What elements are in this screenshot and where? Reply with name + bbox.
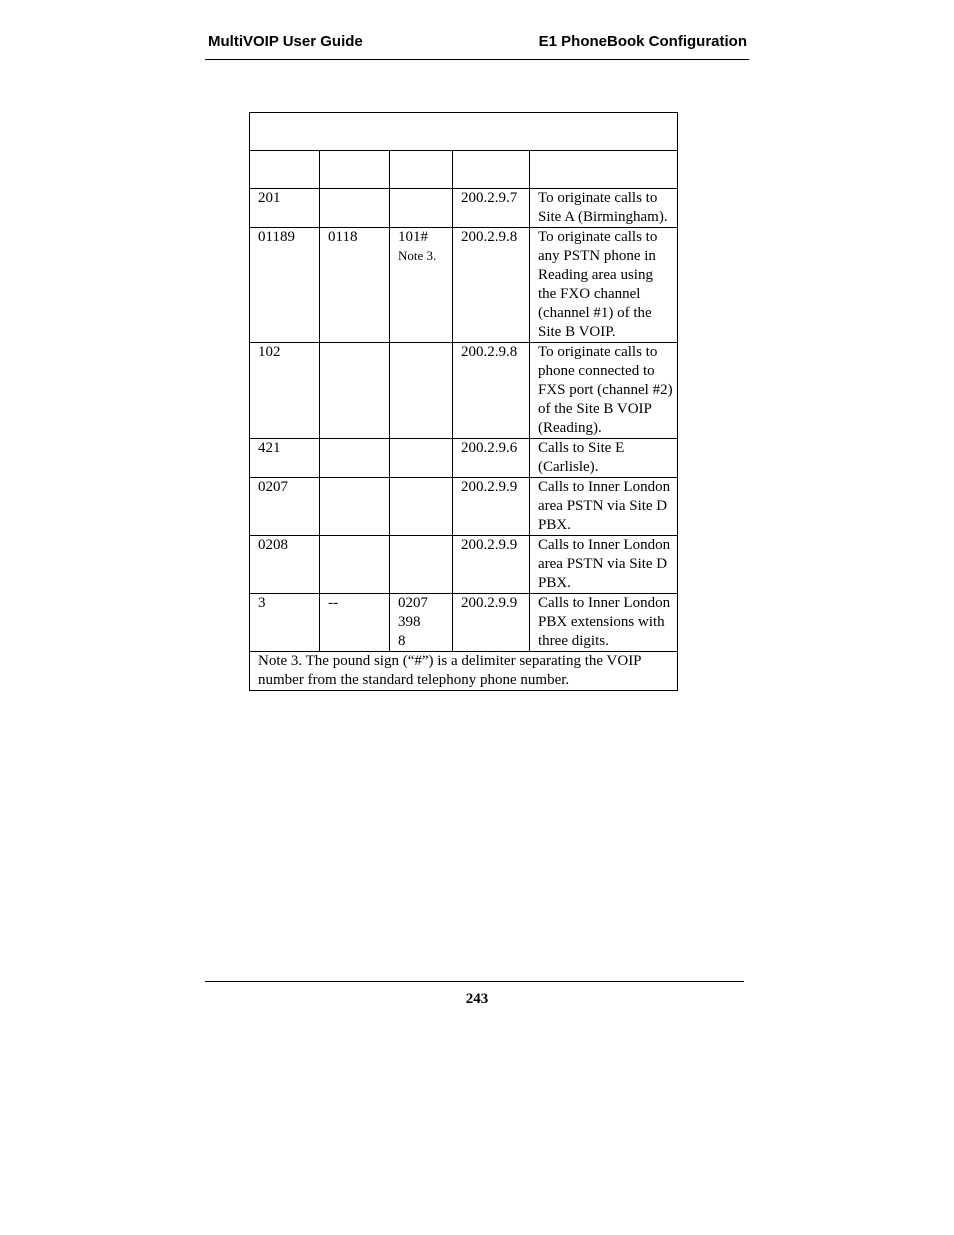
table-cell	[320, 189, 390, 228]
table-cell: To originate calls to Site A (Birmingham).	[530, 189, 678, 228]
running-header-title: MultiVOIP User Guide	[208, 33, 363, 50]
table-cell	[390, 343, 453, 439]
table-cell: --	[320, 594, 390, 652]
table-cell: 200.2.9.8	[453, 343, 530, 439]
table-row	[250, 536, 678, 594]
table-cell: To originate calls to any PSTN phone in Reading area using the FXO channel (channel #1) of the Site B VOIP.	[530, 228, 678, 343]
table-cell: 421	[250, 439, 320, 478]
table-cell: 200.2.9.8	[453, 228, 530, 343]
table-cell	[320, 536, 390, 594]
table-cell	[390, 478, 453, 536]
table-title	[250, 113, 678, 151]
running-header-section: E1 PhoneBook Configuration	[538, 33, 747, 50]
table-cell: 3	[250, 594, 320, 652]
table-row	[250, 228, 678, 343]
table-row	[250, 478, 678, 536]
table-cell: 0118	[320, 228, 390, 343]
table-cell	[390, 439, 453, 478]
table-cell: 102	[250, 343, 320, 439]
table-cell: 01189	[250, 228, 320, 343]
table-cell: 200.2.9.9	[453, 478, 530, 536]
cell-value-line: 8	[398, 633, 406, 649]
column-header	[453, 151, 530, 189]
table-cell: 200.2.9.6	[453, 439, 530, 478]
table-cell: To originate calls to phone connected to FXS port (channel #2) of the Site B VOIP (Reading).	[530, 343, 678, 439]
table-cell	[320, 478, 390, 536]
table-cell: 200.2.9.7	[453, 189, 530, 228]
footer-divider	[205, 981, 744, 982]
table-note-row	[250, 652, 678, 691]
table-row	[250, 439, 678, 478]
cell-value-line: 0207	[398, 595, 428, 611]
table-cell	[320, 439, 390, 478]
phonebook-table	[249, 112, 678, 691]
column-header	[530, 151, 678, 189]
table-cell: Calls to Inner London area PSTN via Site D PBX.	[530, 478, 678, 536]
table-cell: 200.2.9.9	[453, 536, 530, 594]
note-reference: Note 3.	[398, 248, 437, 263]
cell-value-line: 398	[398, 614, 421, 630]
table-cell: Calls to Site E (Carlisle).	[530, 439, 678, 478]
table-note: Note 3. The pound sign (“#”) is a delimiter separating the VOIP number from the standard telephony phone number.	[250, 652, 678, 691]
column-header	[390, 151, 453, 189]
page-number: 243	[465, 991, 489, 1007]
header-divider	[205, 59, 749, 60]
table-cell: 201	[250, 189, 320, 228]
table-cell	[390, 536, 453, 594]
table-row	[250, 594, 678, 652]
table-cell	[390, 228, 453, 343]
table-cell: Calls to Inner London area PSTN via Site D PBX.	[530, 536, 678, 594]
table-cell: 0207	[250, 478, 320, 536]
table-cell	[390, 189, 453, 228]
table-cell: Calls to Inner London PBX extensions with three digits.	[530, 594, 678, 652]
cell-value: 101#	[398, 229, 428, 245]
table-cell: 200.2.9.9	[453, 594, 530, 652]
column-header	[320, 151, 390, 189]
table-cell: 0208	[250, 536, 320, 594]
column-header	[250, 151, 320, 189]
table-row	[250, 189, 678, 228]
table-cell	[320, 343, 390, 439]
table-row	[250, 343, 678, 439]
table-cell	[390, 594, 453, 652]
